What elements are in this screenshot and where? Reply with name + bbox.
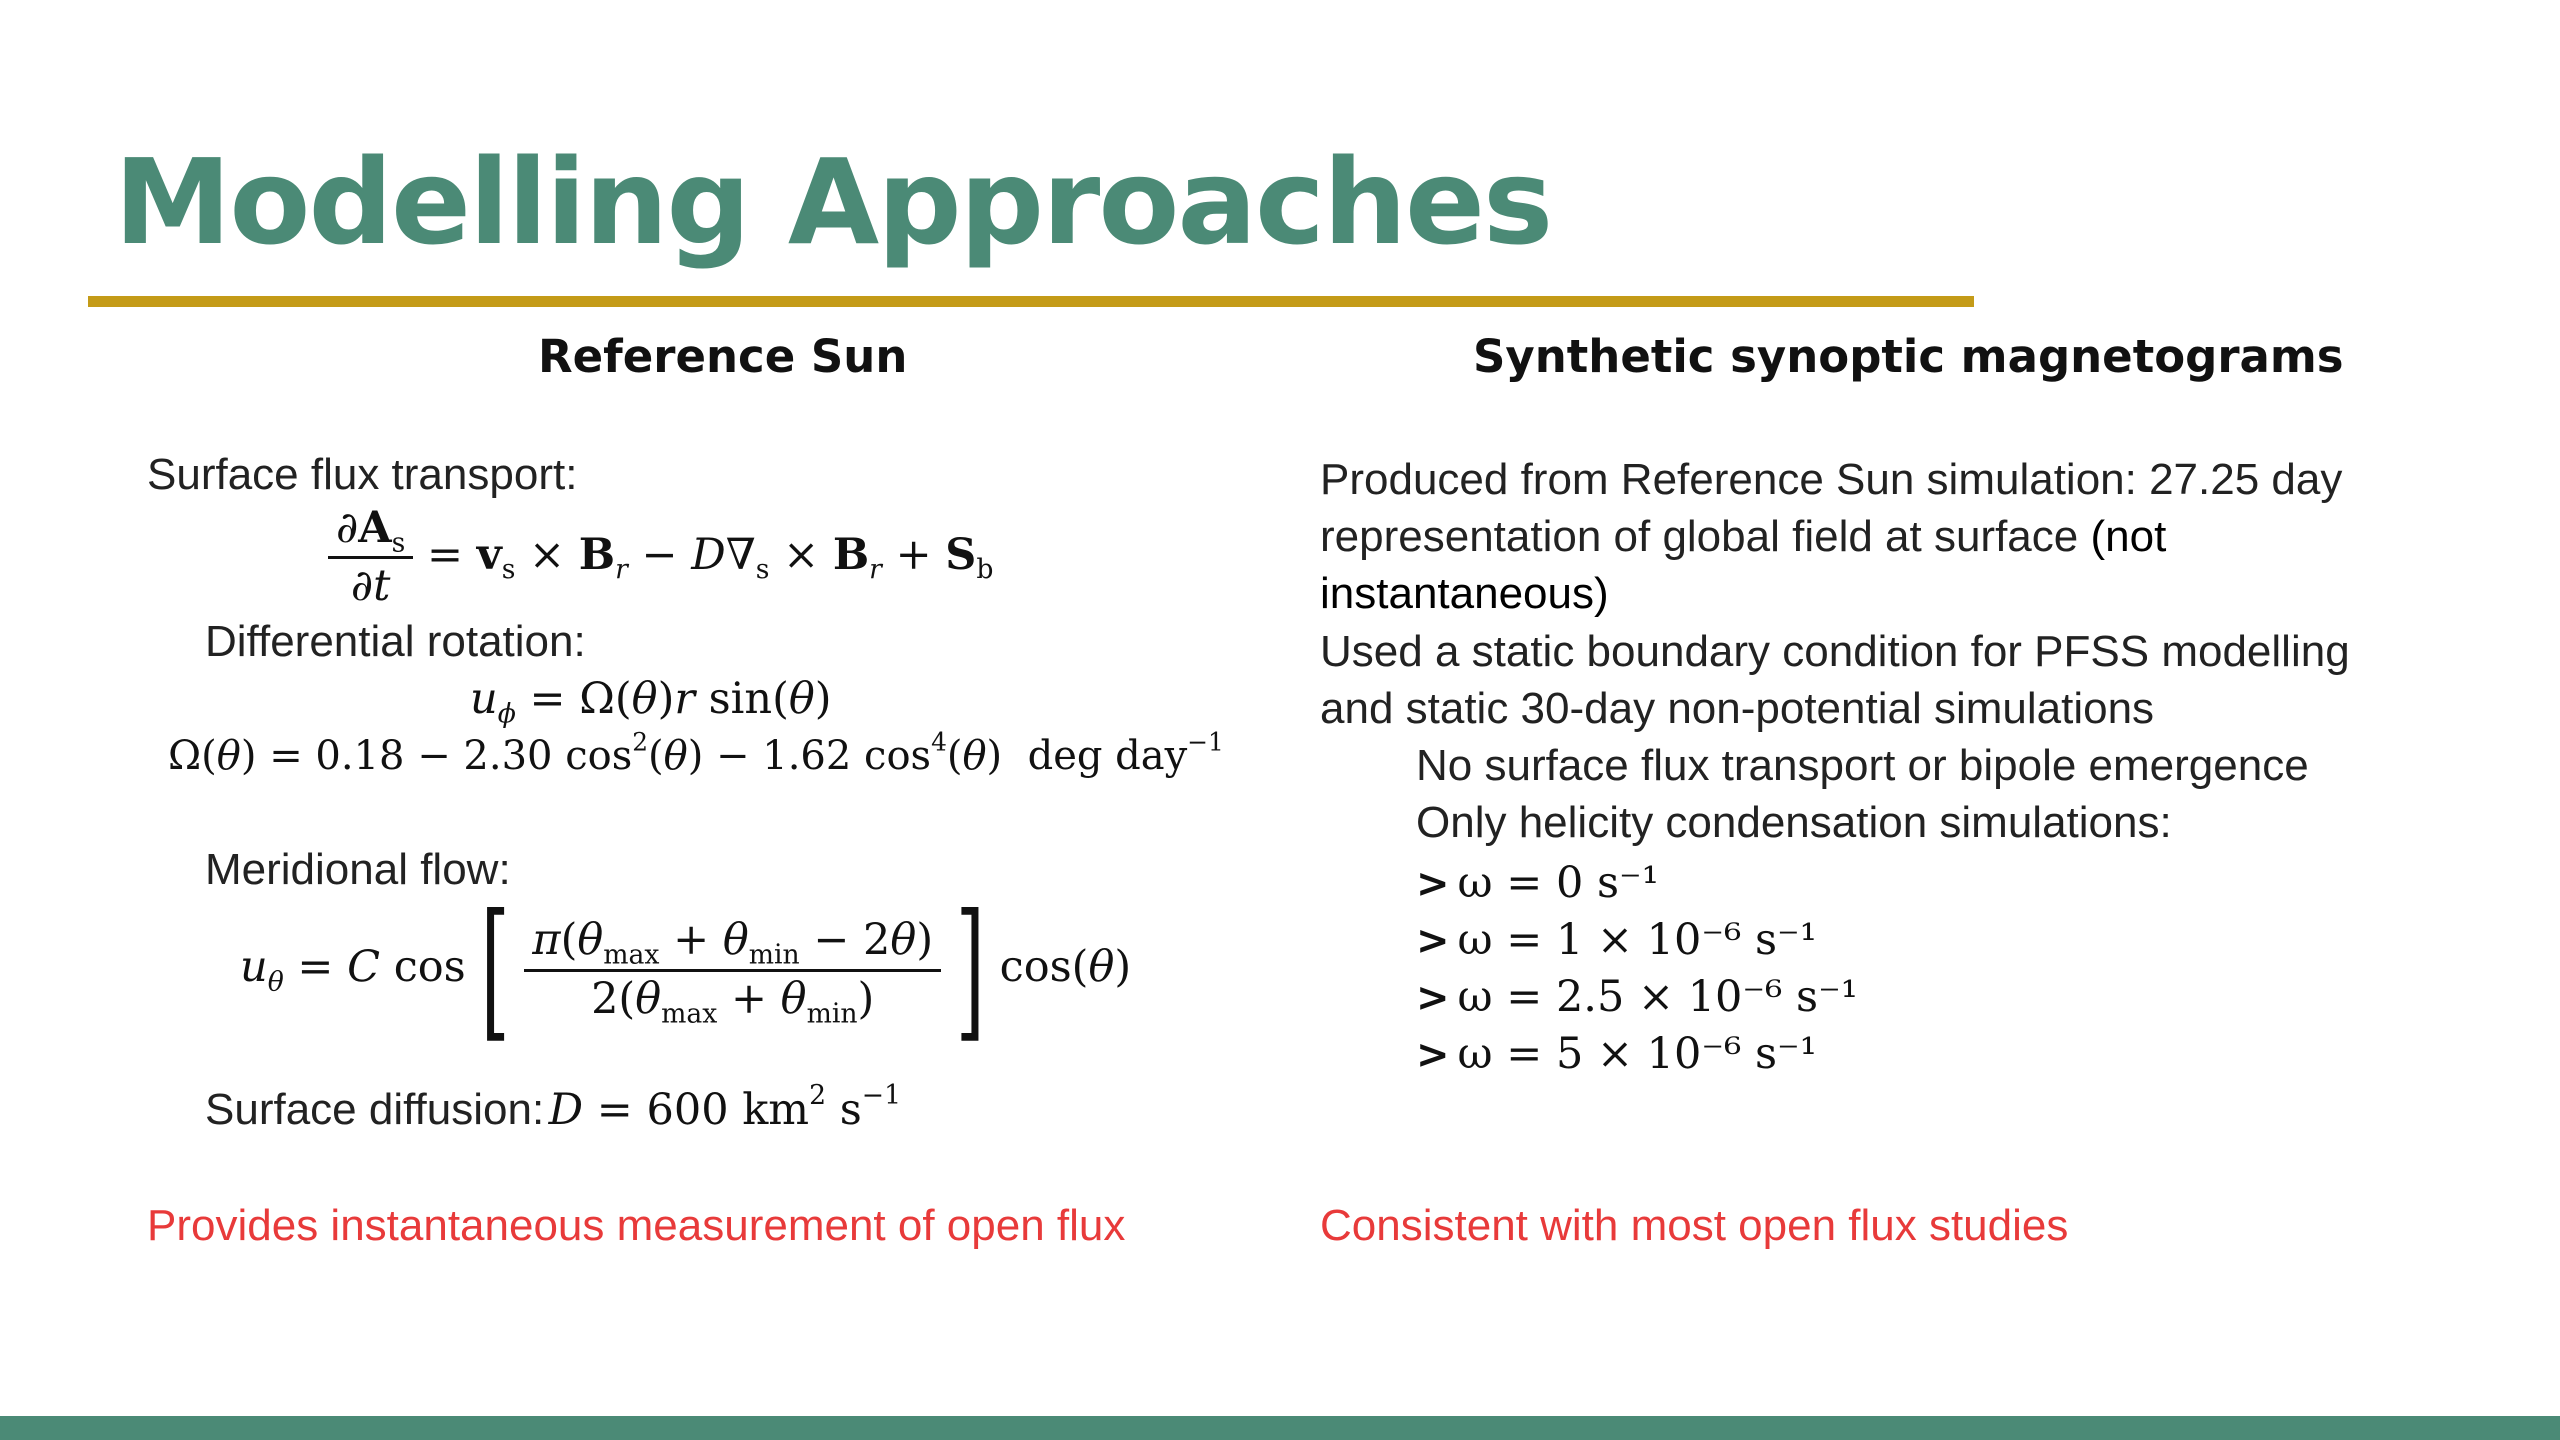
arrow-bullet-icon: > (1416, 975, 1450, 1021)
right-line-5: and static 30-day non-potential simulations (1320, 684, 2155, 733)
right-line-2b: (not (2090, 512, 2167, 561)
meridional-flow-label: Meridional flow: (205, 845, 511, 894)
omega-value: ω = 5 × 10⁻⁶ s⁻¹ (1457, 1029, 1817, 1079)
bottom-accent-bar (0, 1416, 2560, 1440)
sft-equation: $\frac{\partial A_s}{\partial t}$ = $v_s \times B_r - D\nabla_s \times B_r + S_b$ (328, 505, 993, 611)
surface-diffusion-equation: D = 600 $km^2$ $s^{-1}$ (548, 1080, 902, 1135)
right-line-6: No surface flux transport or bipole emergence (1416, 741, 2309, 790)
arrow-bullet-icon: > (1416, 861, 1450, 907)
slide-title: Modelling Approaches (114, 133, 1552, 271)
synoptic-heading: Synthetic synoptic magnetograms (1473, 330, 2344, 383)
reference-sun-conclusion: Provides instantaneous measurement of open flux (147, 1201, 1126, 1250)
omega-item (1416, 974, 1858, 1021)
title-underline (88, 296, 1974, 307)
surface-diffusion-label: Surface diffusion: (205, 1085, 545, 1134)
arrow-bullet-icon: > (1416, 1032, 1450, 1078)
synoptic-conclusion: Consistent with most open flux studies (1320, 1201, 2069, 1250)
right-line-7: Only helicity condensation simulations: (1416, 798, 2172, 847)
meridional-flow-equation: $u_\theta = C$ cos[ $\frac{\pi(\theta_{max} + \theta_{min} - 2\theta)}{2(\theta_{max} + \theta_{min})}$ ] cos(θ) (240, 883, 1132, 1057)
right-line-4: Used a static boundary condition for PFSS modelling (1320, 627, 2350, 676)
surface-diffusion-row (205, 1080, 902, 1136)
right-line-2a: representation of global field at surface (1320, 512, 2079, 561)
omega-value: ω = 1 × 10⁻⁶ s⁻¹ (1457, 915, 1817, 965)
reference-sun-heading: Reference Sun (538, 330, 908, 383)
omega-value: ω = 2.5 × 10⁻⁶ s⁻¹ (1457, 972, 1859, 1022)
rotation-profile-equation: Ω(θ) = 0.18 − 2.30 $\cos^2(\theta) - 1.62$ $\cos^4(\theta)$ deg day$^{-1}$ (168, 727, 1224, 779)
sft-label: Surface flux transport: (147, 450, 578, 499)
omega-item (1416, 860, 1659, 907)
omega-item (1416, 1031, 1817, 1078)
arrow-bullet-icon: > (1416, 918, 1450, 964)
differential-rotation-label: Differential rotation: (205, 617, 586, 666)
omega-value: ω = 0 s⁻¹ (1457, 858, 1659, 908)
right-line-3: instantaneous) (1320, 569, 1609, 618)
right-line-2 (1320, 512, 2166, 563)
omega-item (1416, 917, 1817, 964)
right-line-1: Produced from Reference Sun simulation: 27.25 day (1320, 455, 2343, 504)
rotation-velocity-equation: $u_\phi = \Omega(\theta)r$ sin(θ) (470, 674, 832, 730)
